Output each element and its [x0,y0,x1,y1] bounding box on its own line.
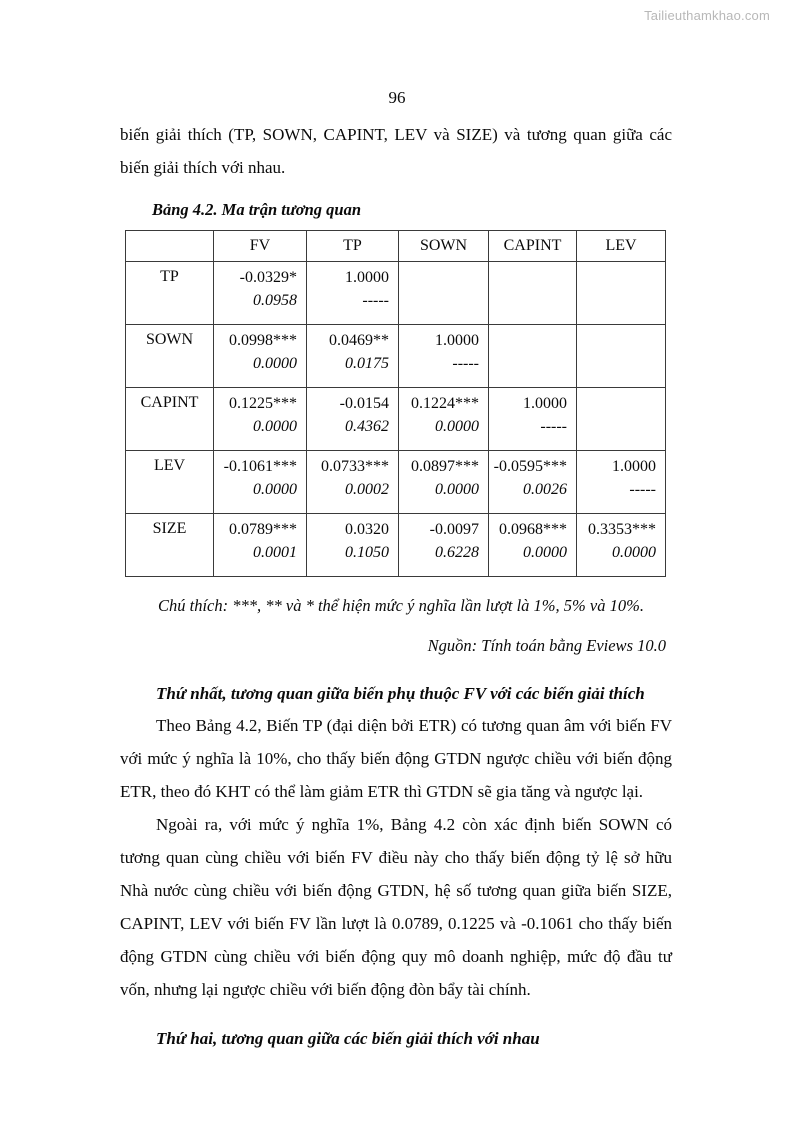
coefficient: 0.0897*** [411,458,479,475]
p-value: ----- [452,355,479,372]
coefficient: 1.0000 [345,269,389,286]
p-value: 0.0002 [345,481,389,498]
coefficient: 0.3353*** [588,521,656,538]
coefficient: -0.0595*** [493,458,567,475]
p-value: 0.0000 [612,544,656,561]
cell-lev-lev [577,451,666,514]
coefficient: 0.0998*** [229,332,297,349]
cell-capint-capint [489,388,577,451]
coefficient: 1.0000 [435,332,479,349]
cell-tp-sown [399,262,489,325]
p-value: 0.0000 [253,481,297,498]
paragraph-1: Theo Bảng 4.2, Biến TP (đại diện bởi ETR) có tương quan âm với biến FV với mức ý nghĩa là 10%, cho thấy biến động GTDN ngược chiều với biến động ETR, theo đó KHT có thể làm giảm ETR thì GTDN sẽ gia tăng và ngược lại. [120,716,672,801]
column-header-sown: SOWN [399,231,489,262]
coefficient: 0.1225*** [229,395,297,412]
cell-sown-capint [489,325,577,388]
coefficient: -0.0154 [339,395,389,412]
table-row [126,325,666,388]
cell-size-lev [577,514,666,577]
cell-tp-fv [214,262,307,325]
coefficient: 0.1224*** [411,395,479,412]
cell-tp-tp [307,262,399,325]
p-value: 0.0001 [253,544,297,561]
column-header-fv: FV [214,231,307,262]
cell-size-tp [307,514,399,577]
paragraph-2: Ngoài ra, với mức ý nghĩa 1%, Bảng 4.2 còn xác định biến SOWN có tương quan cùng chiều với biến FV điều này cho thấy biến động tỷ lệ sở hữu Nhà nước cùng chiều với biến động GTDN, hệ số tương quan giữa biến SIZE, CAPINT, LEV với biến FV lần lượt là 0.0789, 0.1225 và -0.1061 cho thấy biến động GTDN cùng chiều với biến động quy mô doanh nghiệp, mức độ đầu tư vốn, nhưng lại ngược chiều với biến động đòn bẩy tài chính. [120,815,672,999]
column-header-empty [126,231,214,262]
coefficient: 0.0733*** [321,458,389,475]
coefficient: 1.0000 [612,458,656,475]
p-value: 0.1050 [345,544,389,561]
cell-sown-sown [399,325,489,388]
p-value: 0.6228 [435,544,479,561]
table-row [126,514,666,577]
p-value: 0.0000 [435,418,479,435]
table-row [126,262,666,325]
p-value: ----- [629,481,656,498]
table-row [126,451,666,514]
p-value: 0.0026 [523,481,567,498]
row-label-capint: CAPINT [126,388,214,451]
p-value: ----- [540,418,567,435]
table-caption: Bảng 4.2. Ma trận tương quan [152,200,362,219]
cell-lev-capint [489,451,577,514]
cell-capint-lev [577,388,666,451]
row-label-lev: LEV [126,451,214,514]
column-header-tp: TP [307,231,399,262]
row-label-sown: SOWN [126,325,214,388]
intro-paragraph: biến giải thích (TP, SOWN, CAPINT, LEV và SIZE) và tương quan giữa các biến giải thích với nhau. [120,125,672,177]
table-header-row [126,231,666,262]
cell-sown-tp [307,325,399,388]
p-value: ----- [362,292,389,309]
p-value: 0.0000 [253,355,297,372]
row-label-tp: TP [126,262,214,325]
p-value: 0.0175 [345,355,389,372]
coefficient: 0.0968*** [499,521,567,538]
cell-size-capint [489,514,577,577]
watermark: Tailieuthamkhao.com [644,8,770,23]
row-label-size: SIZE [126,514,214,577]
cell-lev-sown [399,451,489,514]
page-number: 96 [388,88,406,107]
p-value: 0.0000 [435,481,479,498]
cell-lev-tp [307,451,399,514]
coefficient: -0.0329* [239,269,297,286]
coefficient: -0.1061*** [223,458,297,475]
correlation-matrix-table [125,230,666,577]
cell-sown-fv [214,325,307,388]
cell-size-fv [214,514,307,577]
cell-sown-lev [577,325,666,388]
cell-lev-fv [214,451,307,514]
column-header-capint: CAPINT [489,231,577,262]
cell-capint-sown [399,388,489,451]
coefficient: 1.0000 [523,395,567,412]
cell-capint-fv [214,388,307,451]
cell-size-sown [399,514,489,577]
table-row [126,388,666,451]
p-value: 0.0000 [253,418,297,435]
cell-tp-lev [577,262,666,325]
coefficient: 0.0320 [345,521,389,538]
p-value: 0.0958 [253,292,297,309]
coefficient: 0.0469** [329,332,389,349]
cell-tp-capint [489,262,577,325]
column-header-lev: LEV [577,231,666,262]
table-source: Nguồn: Tính toán bằng Eviews 10.0 [427,636,666,655]
subheading-second: Thứ hai, tương quan giữa các biến giải thích với nhau [156,1029,540,1048]
page-content [120,118,672,1054]
coefficient: -0.0097 [429,521,479,538]
coefficient: 0.0789*** [229,521,297,538]
p-value: 0.0000 [523,544,567,561]
cell-capint-tp [307,388,399,451]
table-note: Chú thích: ***, ** và * thể hiện mức ý nghĩa lần lượt là 1%, 5% và 10%. [158,596,644,615]
subheading-first: Thứ nhất, tương quan giữa biến phụ thuộc FV với các biến giải thích [156,684,645,703]
p-value: 0.4362 [345,418,389,435]
